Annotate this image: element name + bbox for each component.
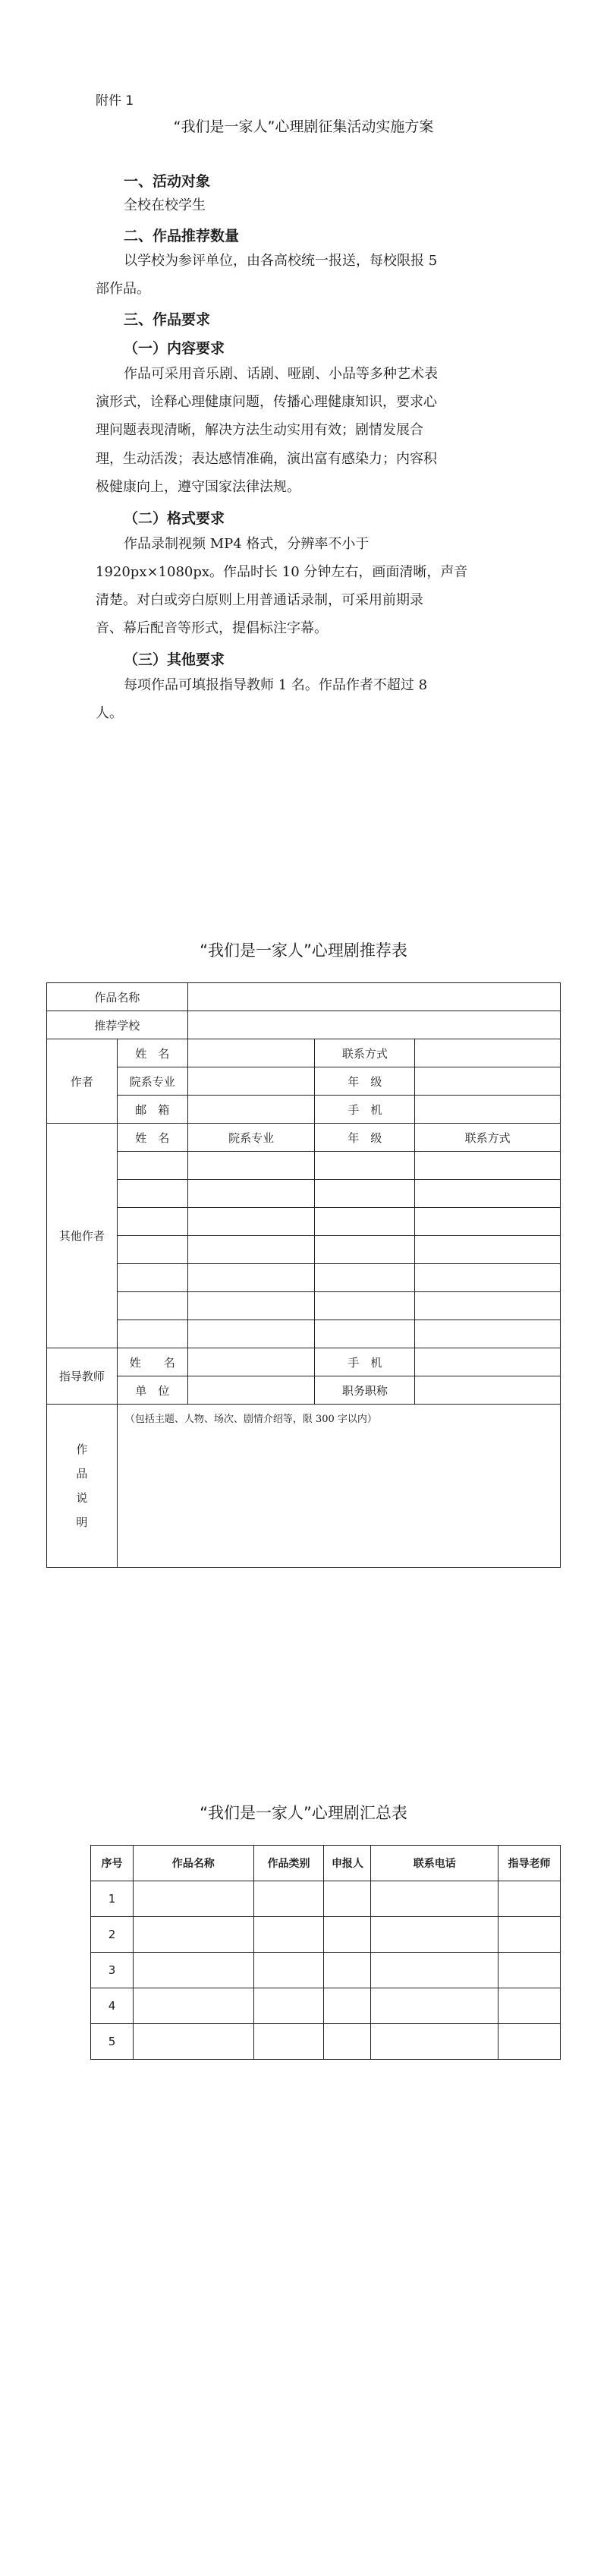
summary-header-work: 作品名称 [133,1846,253,1881]
oa-cell[interactable] [187,1320,315,1348]
recommend-form-table [46,982,561,1568]
sub-2-line-3: 清楚。对白或旁白原则上用普通话录制，可采用前期录 [96,592,423,608]
sub-3-line-2: 人。 [96,705,123,721]
summary-header-applicant: 申报人 [324,1846,371,1881]
summary-cell[interactable] [133,1953,253,1988]
summary-cell[interactable] [498,2024,561,2060]
section-2-heading: 二、作品推荐数量 [124,228,240,244]
oa-cell[interactable] [415,1292,561,1320]
summary-cell[interactable] [133,2024,253,2060]
summary-row-index: 3 [91,1953,134,1988]
oa-cell[interactable] [117,1236,187,1264]
oa-cell[interactable] [415,1152,561,1180]
sub-1-line-2: 演形式，诠释心理健康问题，传播心理健康知识，要求心 [96,394,437,410]
summary-cell[interactable] [253,1881,324,1917]
section-2-line-2: 部作品。 [96,281,150,297]
summary-row-index: 4 [91,1988,134,2024]
author-email-label: 邮 箱 [117,1096,187,1124]
oa-cell[interactable] [187,1292,315,1320]
oa-cell[interactable] [117,1152,187,1180]
advisor-unit-field[interactable] [187,1376,315,1405]
summary-row-index: 1 [91,1881,134,1917]
summary-cell[interactable] [253,1953,324,1988]
author-grade-field[interactable] [415,1067,561,1096]
advisor-title-label: 职务职称 [315,1376,415,1405]
advisor-name-label: 姓 名 [117,1348,187,1376]
sub-3-heading: （三）其他要求 [124,651,225,668]
oa-cell[interactable] [315,1208,415,1236]
school-field[interactable] [187,1011,560,1039]
other-authors-label: 其他作者 [47,1124,118,1348]
summary-header-category: 作品类别 [253,1846,324,1881]
summary-header-index: 序号 [91,1846,134,1881]
summary-header-advisor: 指导老师 [498,1846,561,1881]
description-note: （包括主题、人物、场次、剧情介绍等，限 300 字以内） [124,1414,377,1425]
author-email-field[interactable] [187,1096,315,1124]
summary-form-title: “我们是一家人”心理剧汇总表 [200,1804,407,1822]
oa-cell[interactable] [315,1152,415,1180]
description-char: 品 [76,1467,88,1480]
section-2-line-1: 以学校为参评单位，由各高校统一报送，每校限报 5 [124,253,438,269]
summary-cell[interactable] [371,1881,498,1917]
summary-cell[interactable] [324,1917,371,1953]
author-name-field[interactable] [187,1039,315,1067]
description-char: 作 [76,1442,88,1456]
summary-table [90,1845,561,2060]
oa-cell[interactable] [315,1320,415,1348]
summary-cell[interactable] [498,1917,561,1953]
description-char: 说 [76,1491,88,1505]
summary-cell[interactable] [324,1953,371,1988]
oa-cell[interactable] [187,1236,315,1264]
summary-cell[interactable] [253,1988,324,2024]
sub-1-heading: （一）内容要求 [124,340,225,357]
author-contact-label: 联系方式 [315,1039,415,1067]
oa-cell[interactable] [117,1180,187,1208]
author-contact-field[interactable] [415,1039,561,1067]
oa-cell[interactable] [117,1208,187,1236]
description-label [47,1405,118,1568]
advisor-title-field[interactable] [415,1376,561,1405]
section-3-heading: 三、作品要求 [124,311,211,328]
oa-contact-header: 联系方式 [415,1124,561,1152]
author-label: 作者 [47,1039,118,1124]
summary-row [91,1917,561,1953]
summary-row [91,2024,561,2060]
summary-cell[interactable] [324,2024,371,2060]
recommend-form-title: “我们是一家人”心理剧推荐表 [200,941,407,960]
sub-2-line-2: 1920px×1080px。作品时长 10 分钟左右，画面清晰，声音 [96,564,468,580]
summary-cell[interactable] [133,1917,253,1953]
sub-2-line-1: 作品录制视频 MP4 格式，分辨率不小于 [124,536,370,552]
summary-cell[interactable] [324,1881,371,1917]
author-mobile-field[interactable] [415,1096,561,1124]
oa-cell[interactable] [187,1208,315,1236]
summary-cell[interactable] [371,1953,498,1988]
sub-1-line-5: 极健康向上，遵守国家法律法规。 [96,479,300,495]
description-field[interactable] [117,1405,560,1568]
section-1-text: 全校在校学生 [124,197,206,213]
oa-cell[interactable] [187,1264,315,1292]
oa-cell[interactable] [415,1236,561,1264]
oa-cell[interactable] [415,1320,561,1348]
oa-cell[interactable] [315,1236,415,1264]
author-name-label: 姓 名 [117,1039,187,1067]
work-name-label: 作品名称 [47,983,188,1011]
oa-cell[interactable] [117,1264,187,1292]
summary-cell[interactable] [371,1988,498,2024]
summary-header-phone: 联系电话 [371,1846,498,1881]
advisor-mobile-field[interactable] [415,1348,561,1376]
oa-cell[interactable] [315,1292,415,1320]
sub-1-line-1: 作品可采用音乐剧、话剧、哑剧、小品等多种艺术表 [124,366,438,382]
summary-cell[interactable] [498,1881,561,1917]
author-dept-field[interactable] [187,1067,315,1096]
summary-cell[interactable] [253,2024,324,2060]
school-label: 推荐学校 [47,1011,188,1039]
work-name-field[interactable] [187,983,560,1011]
summary-row [91,1988,561,2024]
author-grade-label: 年 级 [315,1067,415,1096]
summary-row [91,1953,561,1988]
oa-cell[interactable] [117,1292,187,1320]
oa-cell[interactable] [415,1264,561,1292]
oa-dept-header: 院系专业 [187,1124,315,1152]
advisor-unit-label: 单 位 [117,1376,187,1405]
author-mobile-label: 手 机 [315,1096,415,1124]
annex-label: 附件 1 [96,93,134,109]
oa-name-header: 姓 名 [117,1124,187,1152]
summary-cell[interactable] [253,1917,324,1953]
advisor-name-field[interactable] [187,1348,315,1376]
summary-row-index: 5 [91,2024,134,2060]
oa-cell[interactable] [187,1180,315,1208]
summary-cell[interactable] [498,1953,561,1988]
section-1-heading: 一、活动对象 [124,173,211,190]
oa-grade-header: 年 级 [315,1124,415,1152]
summary-cell[interactable] [133,1881,253,1917]
advisor-label: 指导教师 [47,1348,118,1405]
summary-cell[interactable] [371,1917,498,1953]
oa-cell[interactable] [117,1320,187,1348]
summary-cell[interactable] [133,1988,253,2024]
summary-cell[interactable] [324,1988,371,2024]
description-char: 明 [76,1515,88,1529]
advisor-mobile-label: 手 机 [315,1348,415,1376]
sub-3-line-1: 每项作品可填报指导教师 1 名。作品作者不超过 8 [124,677,428,693]
sub-2-heading: （二）格式要求 [124,510,225,527]
summary-cell[interactable] [371,2024,498,2060]
sub-1-line-3: 理问题表现清晰，解决方法生动实用有效；剧情发展合 [96,422,423,438]
summary-row [91,1881,561,1917]
summary-row-index: 2 [91,1917,134,1953]
oa-cell[interactable] [315,1180,415,1208]
oa-cell[interactable] [315,1264,415,1292]
oa-cell[interactable] [187,1152,315,1180]
oa-cell[interactable] [415,1180,561,1208]
sub-1-line-4: 理，生动活泼；表达感情准确，演出富有感染力；内容积 [96,451,437,467]
sub-2-line-4: 音、幕后配音等形式，提倡标注字幕。 [96,620,328,636]
oa-cell[interactable] [415,1208,561,1236]
summary-cell[interactable] [498,1988,561,2024]
author-dept-label: 院系专业 [117,1067,187,1096]
plan-title: “我们是一家人”心理剧征集活动实施方案 [173,118,434,135]
